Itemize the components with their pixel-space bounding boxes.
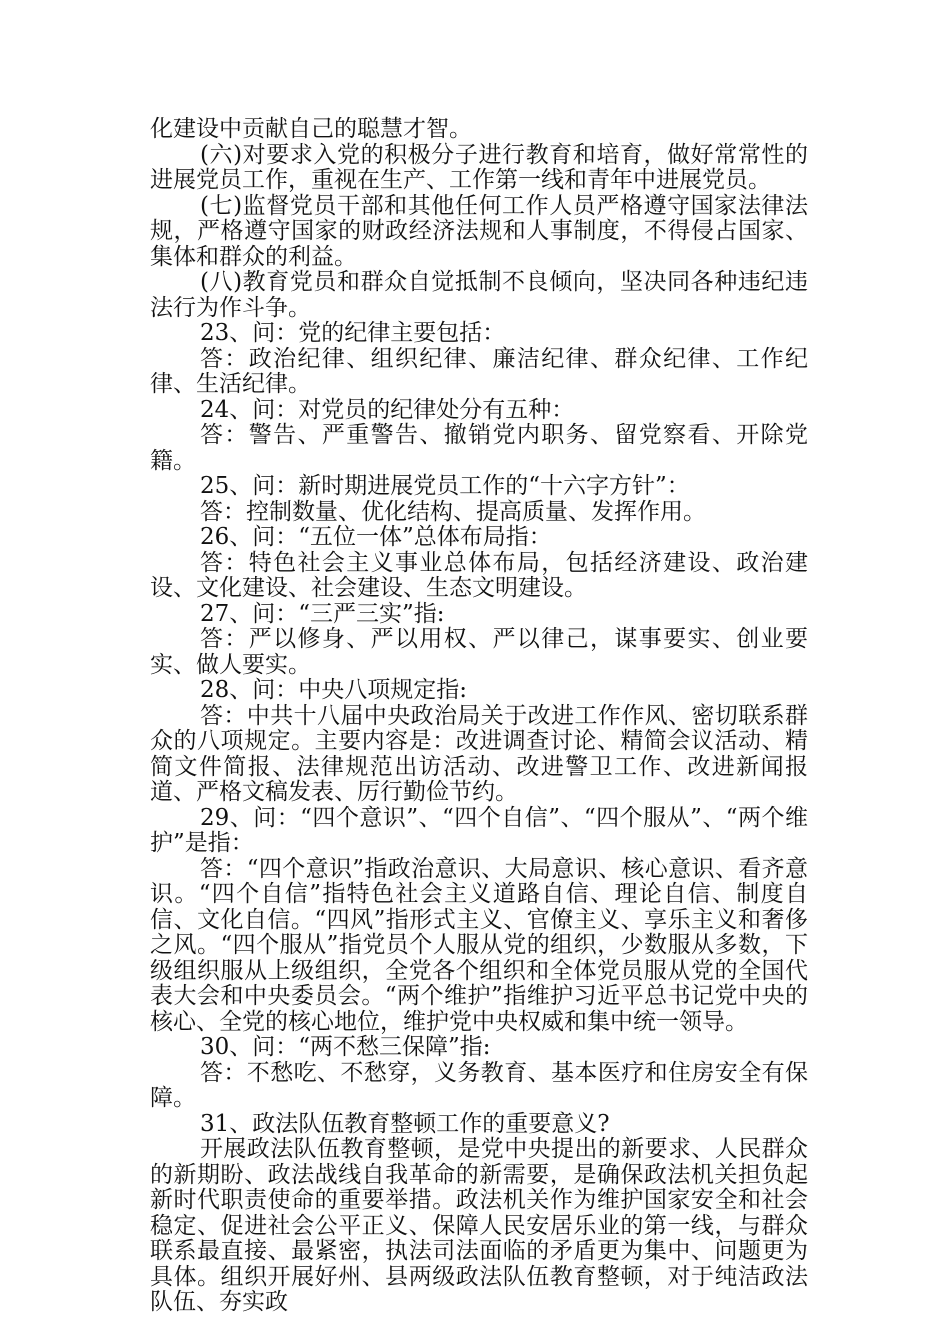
paragraph: 25、问：新时期进展党员工作的“十六字方针”：: [200, 473, 690, 499]
paragraph: 30、问：“两不愁三保障”指:: [200, 1034, 491, 1060]
paragraph: 答：政治纪律、组织纪律、廉洁纪律、群众纪律、工作纪律、生活纪律。: [150, 345, 808, 397]
paragraph: 26、问：“五位一体”总体布局指：: [200, 524, 552, 550]
paragraph: 开展政法队伍教育整顿，是党中央提出的新要求、人民群众的新期盼、政法战线自我革命的新需要，是确保政法机关担负起新时代职责使命的重要举措。政法机关作为维护国家安全和社会稳定、促进社会公平正义、保障人民安居乐业的第一线，与群众联系最直接、最紧密，执法司法面临的矛盾更为集中、问题更为具体。组织开展好州、县两级政法队伍教育整顿，对于纯洁政法队伍、夯实政: [150, 1136, 808, 1315]
paragraph: 答：不愁吃、不愁穿，义务教育、基本医疗和住房安全有保障。: [150, 1059, 808, 1111]
paragraph: (七)监督党员干部和其他任何工作人员严格遵守国家法律法规，严格遵守国家的财政经济法规和人事制度，不得侵占国家、集体和群众的利益。: [150, 192, 808, 270]
paragraph: 27、问：“三严三实”指:: [200, 600, 445, 627]
paragraph: 29、问：“四个意识”、“四个自信”、“四个服从”、“两个维护”是指：: [150, 804, 808, 856]
paragraph: 31、政法队伍教育整顿工作的重要意义?: [200, 1110, 610, 1137]
paragraph: 答：控制数量、优化结构、提高质量、发挥作用。: [200, 498, 706, 525]
paragraph: 答：特色社会主义事业总体布局，包括经济建设、政治建设、文化建设、社会建设、生态文明建设。: [150, 549, 808, 601]
paragraph: 答：“四个意识”指政治意识、大局意识、核心意识、看齐意识。“四个自信”指特色社会主义道路自信、理论自信、制度自信、文化自信。“四风”指形式主义、官僚主义、享乐主义和奢侈之风。“四个服从”指党员个人服从党的组织，少数服从多数，下级组织服从上级组织，全党各个组织和全体党员服从党的全国代表大会和中央委员会。“两个维护”指维护习近平总书记党中央的核心、全党的核心地位，维护党中央权威和集中统一领导。: [150, 855, 808, 1035]
paragraph: (八)教育党员和群众自觉抵制不良倾向，坚决同各种违纪违法行为作斗争。: [150, 269, 808, 321]
paragraph: (六)对要求入党的积极分子进行教育和培育，做好常常性的进展党员工作，重视在生产、工作第一线和青年中进展党员。: [150, 141, 808, 193]
paragraph: 化建设中贡献自己的聪慧才智。: [150, 116, 472, 142]
paragraph: 答：警告、严重警告、撤销党内职务、留党察看、开除党籍。: [150, 422, 808, 474]
paragraph: 28、问：中央八项规定指:: [200, 677, 468, 703]
paragraph: 23、问：党的纪律主要包括：: [200, 320, 506, 346]
paragraph: 答：中共十八届中央政治局关于改进工作作风、密切联系群众的八项规定。主要内容是：改进调查讨论、精简会议活动、精简文件简报、法律规范出访活动、改进警卫工作、改进新闻报道、严格文稿发表、厉行勤俭节约。: [150, 702, 808, 805]
paragraph: 24、问：对党员的纪律处分有五种：: [200, 396, 575, 423]
document-body: [150, 117, 808, 1316]
paragraph: 答：严以修身、严以用权、严以律己，谋事要实、创业要实、做人要实。: [150, 626, 808, 678]
